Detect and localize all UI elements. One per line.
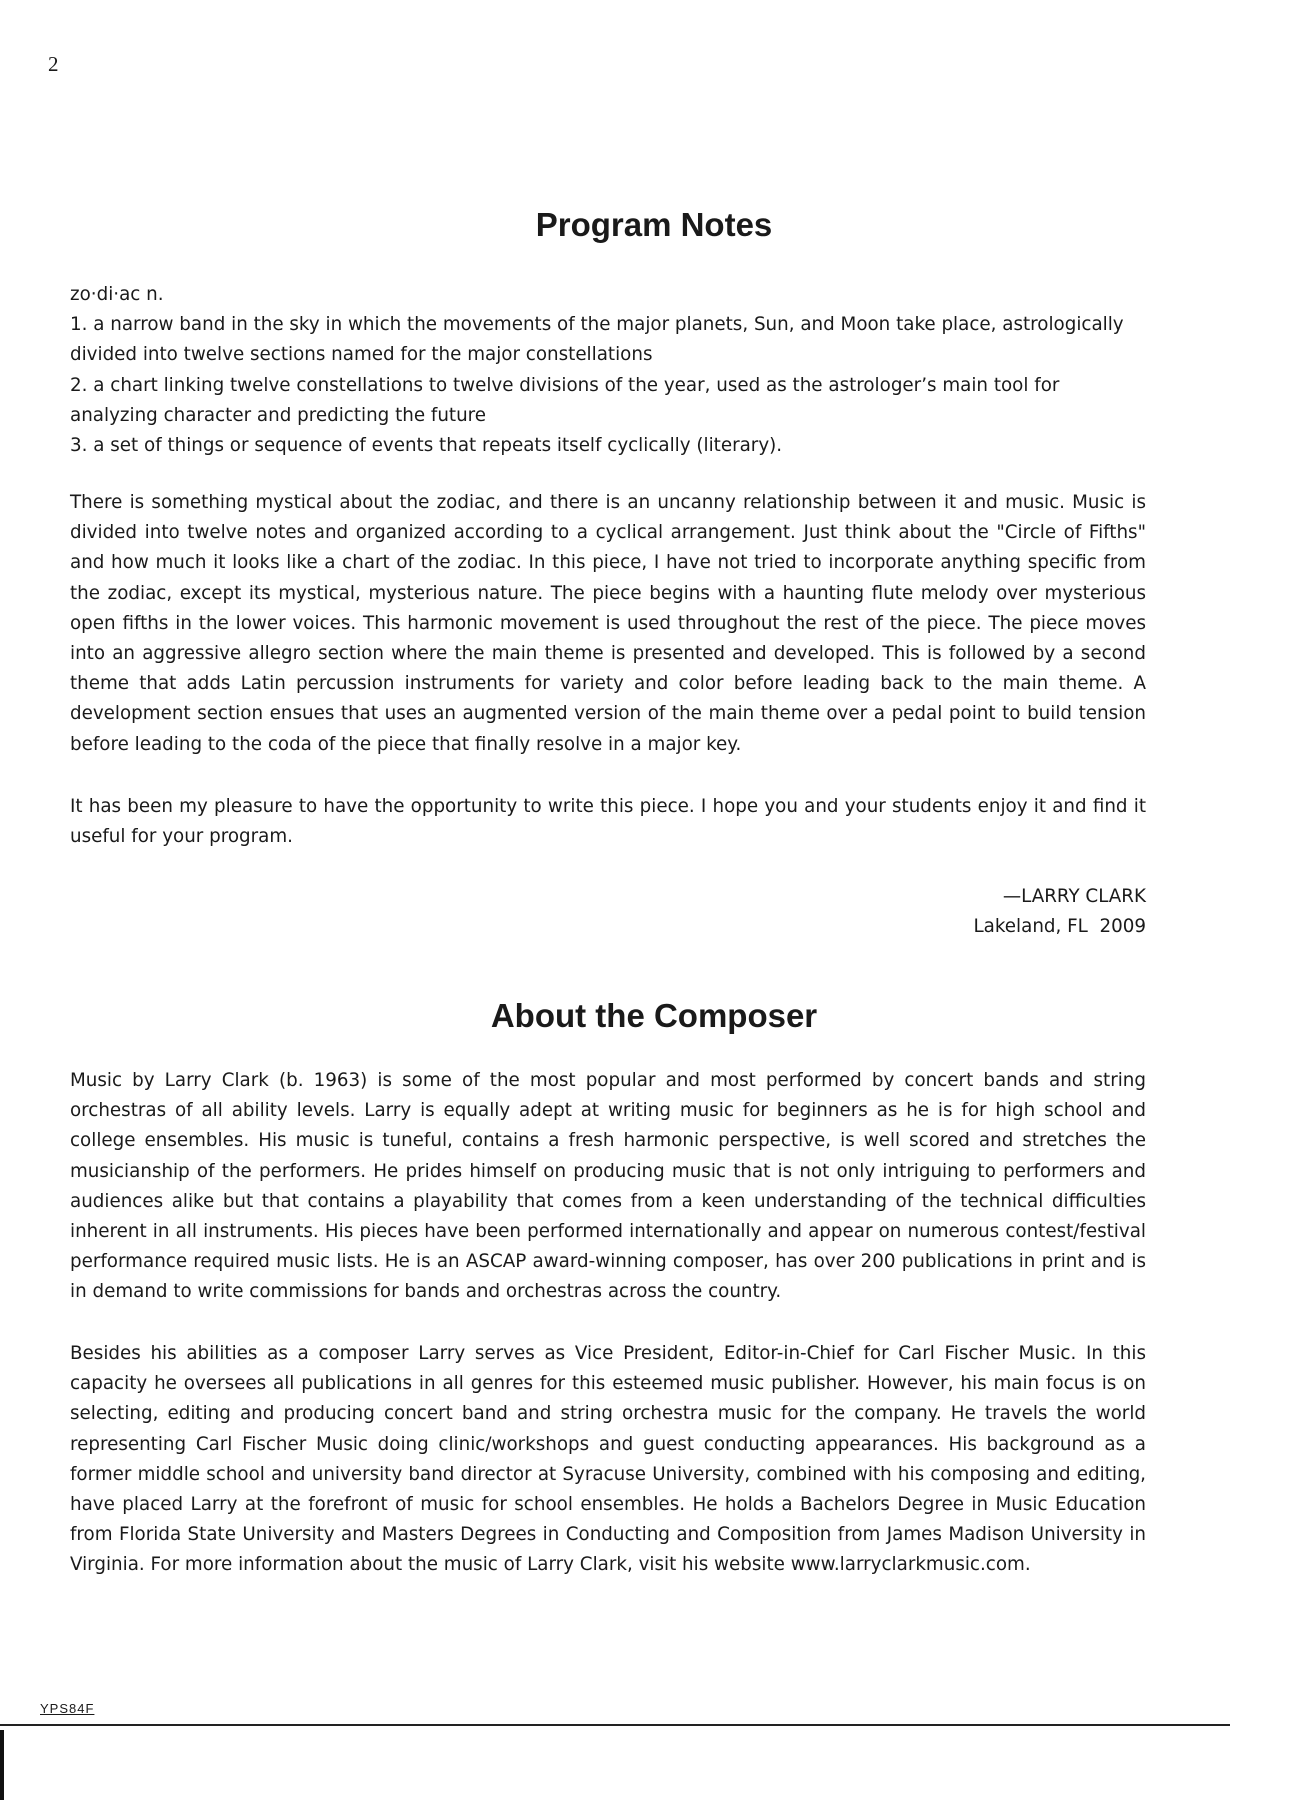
program-notes-title: Program Notes xyxy=(535,206,773,243)
about-composer-paragraph: Besides his abilities as a composer Larry serves as Vice President, Editor-in-Chief for Carl Fischer Music. In this capacity he oversees all publications in all genres for this esteemed music publisher. However, his main focus is on selecting, editing and producing concert band and string orchestra music for the company. He travels the world representing Carl Fischer Music doing clinic/workshops and guest conducting appearances. His background as a former middle school and university band director at Syracuse University, combined with his composing and editing, have placed Larry at the forefront of music for school ensembles. He holds a Bachelors Degree in Music Education from Florida State University and Masters Degrees in Conducting and Composition from James Madison University in Virginia. For more information about the music of Larry Clark, visit his website www.larryclarkmusic.com. xyxy=(70,1343,1146,1576)
program-notes-paragraph: It has been my pleasure to have the opportunity to write this piece. I hope you and your students enjoy it and find it useful for your program. xyxy=(70,796,1146,848)
definition-headword: zo·di·ac n. xyxy=(70,284,164,305)
author-signature xyxy=(973,882,1146,942)
definition-sense-3: 3. a set of things or sequence of events that repeats itself cyclically (literary). xyxy=(70,435,783,457)
page-number: 2 xyxy=(48,52,59,76)
signature-name: —LARRY CLARK xyxy=(1002,886,1146,907)
about-composer-paragraph: Music by Larry Clark (b. 1963) is some of the most popular and most performed by concert bands and string orchestras of all ability levels. Larry is equally adept at writing music for beginners as he is for high school and college ensembles. His music is tuneful, contains a fresh harmonic perspective, is well scored and stretches the musicianship of the performers. He prides himself on producing music that is not only intriguing to performers and audiences alike but that contains a playability that comes from a keen understanding of the technical difficulties inherent in all instruments. His pieces have been performed internationally and appear on numerous contest/festival performance required music lists. He is an ASCAP award-winning composer, has over 200 publications in print and is in demand to write commissions for bands and orchestras across the country. xyxy=(70,1070,1146,1303)
definition-sense-1: 1. a narrow band in the sky in which the movements of the major planets, Sun, and Moon take place, astrologically divided into twelve sections named for the major constellations xyxy=(70,314,1124,366)
zodiac-definition xyxy=(70,280,1146,461)
catalog-code: YPS84F xyxy=(40,1701,95,1716)
footer-divider xyxy=(0,1724,1230,1726)
about-composer-title: About the Composer xyxy=(490,997,818,1034)
program-notes-paragraph: There is something mystical about the zodiac, and there is an uncanny relationship between it and music. Music is divided into twelve notes and organized according to a cyclical arrangement. Just think about the "Circle of Fifths" and how much it looks like a chart of the zodiac. In this piece, I have not tried to incorporate anything specific from the zodiac, except its mystical, mysterious nature. The piece begins with a haunting flute melody over mysterious open fifths in the lower voices. This harmonic movement is used throughout the rest of the piece. The piece moves into an aggressive allegro section where the main theme is presented and developed. This is followed by a second theme that adds Latin percussion instruments for variety and color before leading back to the main theme. A development section ensues that uses an augmented version of the main theme over a pedal point to build tension before leading to the coda of the piece that finally resolve in a major key. xyxy=(70,492,1146,755)
page-edge-mark xyxy=(0,1730,4,1800)
definition-sense-2: 2. a chart linking twelve constellations to twelve divisions of the year, used as the astrologer’s main tool for analyzing character and predicting the future xyxy=(70,374,1060,426)
signature-place-date: Lakeland, FL 2009 xyxy=(973,916,1146,938)
